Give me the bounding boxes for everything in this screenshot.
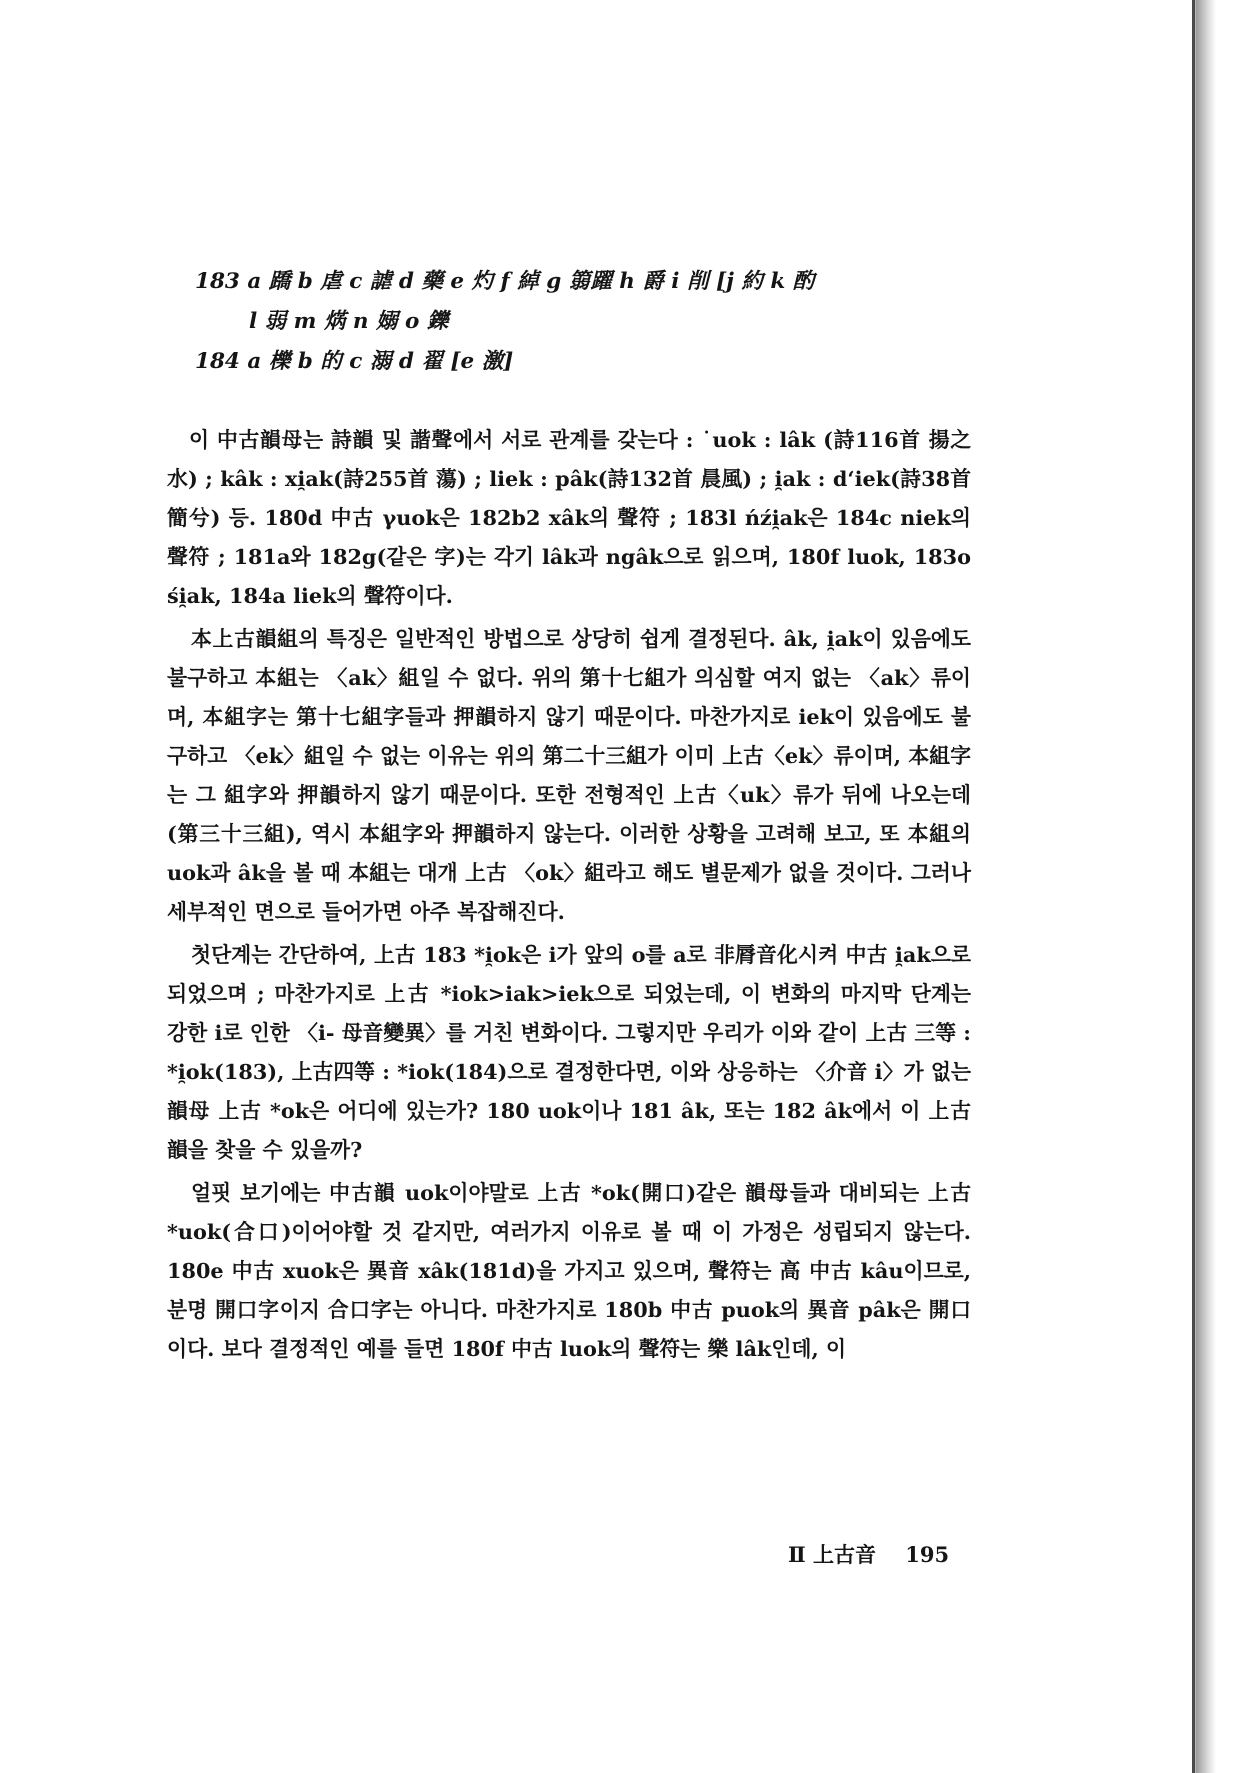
page-number: 195 [905, 1542, 950, 1567]
page-edge [1196, 0, 1216, 1773]
entry-line-183: 183 a 蹻 b 虐 c 謔 d 藥 e 灼 f 綽 g 篛躍 h 爵 i 削 [j 約 k 酌 [195, 269, 815, 294]
entry-line-183-continued: l 弱 m 焫 n 嫋 o 鑠 [249, 309, 449, 334]
paragraph-4: 얼핏 보기에는 中古韻 uok이야말로 上古 *ok(開口)같은 韻母들과 대비되는 上古 *uok(合口)이어야할 것 같지만, 여러가지 이유로 볼 때 이 가정은 성립되지 않는다. 180e 中古 xuok은 異音 xâk(181d)을 가지고 있으며, 聲符는 高 中古 kâu이므로, 분명 開口字이지 合口字는 아니다. 마찬가지로 180b 中古 puok의 異音 pâk은 開口이다. 보다 결정적인 예를 들면 180f 中古 luok의 聲符는 樂 lâk인데, 이 [167, 1180, 971, 1361]
entry-line-184: 184 a 櫟 b 的 c 溺 d 翟 [e 激] [195, 349, 514, 374]
paragraph-2: 本上古韻組의 특징은 일반적인 방법으로 상당히 쉽게 결정된다. âk, i̯ak이 있음에도 불구하고 本組는 〈ak〉組일 수 없다. 위의 第十七組가 의심할 여지 없는 〈ak〉류이며, 本組字는 第十七組字들과 押韻하지 않기 때문이다. 마찬가지로 iek이 있음에도 불구하고 〈ek〉組일 수 없는 이유는 위의 第二十三組가 이미 上古〈ek〉류이며, 本組字는 그 組字와 押韻하지 않기 때문이다. 또한 전형적인 上古〈uk〉류가 뒤에 나오는데(第三十三組), 역시 本組字와 押韻하지 않는다. 이러한 상황을 고려해 보고, 또 本組의 uok과 âk을 볼 때 本組는 대개 上古 〈ok〉組라고 해도 별문제가 없을 것이다. 그러나 세부적인 면으로 들어가면 아주 복잡해진다. [167, 626, 971, 924]
section-title: Ⅱ 上古音 [788, 1542, 877, 1567]
paragraph-3: 첫단계는 간단하여, 上古 183 *i̯ok은 i가 앞의 o를 a로 非脣音化시켜 中古 i̯ak으로 되었으며 ; 마찬가지로 上古 *iok>iak>iek으로 되었는데, 이 변화의 마지막 단계는 강한 i로 인한 〈i- 母音變異〉를 거친 변화이다. 그렇지만 우리가 이와 같이 上古 三等 : *i̯ok(183), 上古四等 : *iok(184)으로 결정한다면, 이와 상응하는 〈介音 i〉가 없는 韻母 上古 *ok은 어디에 있는가? 180 uok이나 181 âk, 또는 182 âk에서 이 上古韻을 찾을 수 있을까? [167, 942, 971, 1162]
body-text [167, 420, 971, 1372]
paragraph-1: 이 中古韻母는 詩韻 및 諧聲에서 서로 관계를 갖는다 : ˙uok : lâk (詩116首 揚之水) ; kâk : xi̯ak(詩255首 蕩) ; liek : pâk(詩132首 晨風) ; i̯ak : dʻiek(詩38首 簡兮) 등. 180d 中古 γuok은 182b2 xâk의 聲符 ; 183l ńźi̯ak은 184c niek의 聲符 ; 181a와 182g(같은 字)는 각기 lâk과 ngâk으로 읽으며, 180f luok, 183o śi̯ak, 184a liek의 聲符이다. [167, 427, 971, 608]
page-footer [788, 1539, 988, 1569]
character-entry-list [195, 262, 995, 382]
